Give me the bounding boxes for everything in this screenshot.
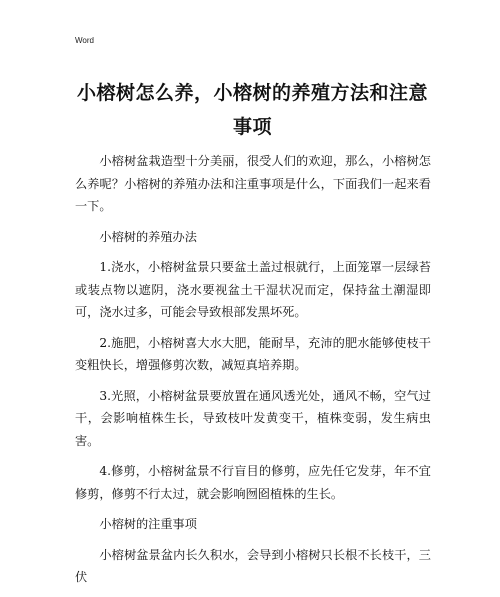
section-heading-notes: 小榕树的注重事项 (99, 517, 197, 531)
list-item: 3.光照，小榕树盆景要放置在通风透光处，通风不畅，空气过干，会影响植株生长，导致枝叶发黄变干，植株变弱，发生病虫害。 (75, 388, 431, 448)
document-body (75, 150, 431, 597)
section-heading-cultivation: 小榕树的养殖办法 (99, 229, 197, 244)
app-label: Word (75, 36, 94, 45)
notes-paragraph: 小榕树盆景盆内长久积水，会导到小榕树只长根不长枝干，三伏 (75, 547, 431, 584)
document-title: 小榕树怎么养，小榕树的养殖方法和注意事项 (76, 82, 428, 138)
intro-paragraph: 小榕树盆栽造型十分美丽，很受人们的欢迎，那么，小榕树怎么养呢？小榕树的养殖办法和注重事项是什么，下面我们一起来看一下。 (75, 154, 431, 213)
list-item: 2.施肥，小榕树喜大水大肥，能耐旱，充沛的肥水能够使枝干变粗快长，增强修剪次数，减短真培养期。 (75, 335, 431, 372)
list-item: 4.修剪，小榕树盆景不行盲目的修剪，应先任它发芽，年不宜修剪，修剪不行太过，就会影响囫囵植株的生长。 (75, 464, 431, 501)
list-item: 1.浇水，小榕树盆景只要盆土盖过根就行，上面笼罩一层绿苔或装点物以遮阴，浇水要视盆土干湿状况而定，保持盆土潮湿即可，浇水过多，可能会导致根部发黑坏死。 (75, 260, 431, 319)
